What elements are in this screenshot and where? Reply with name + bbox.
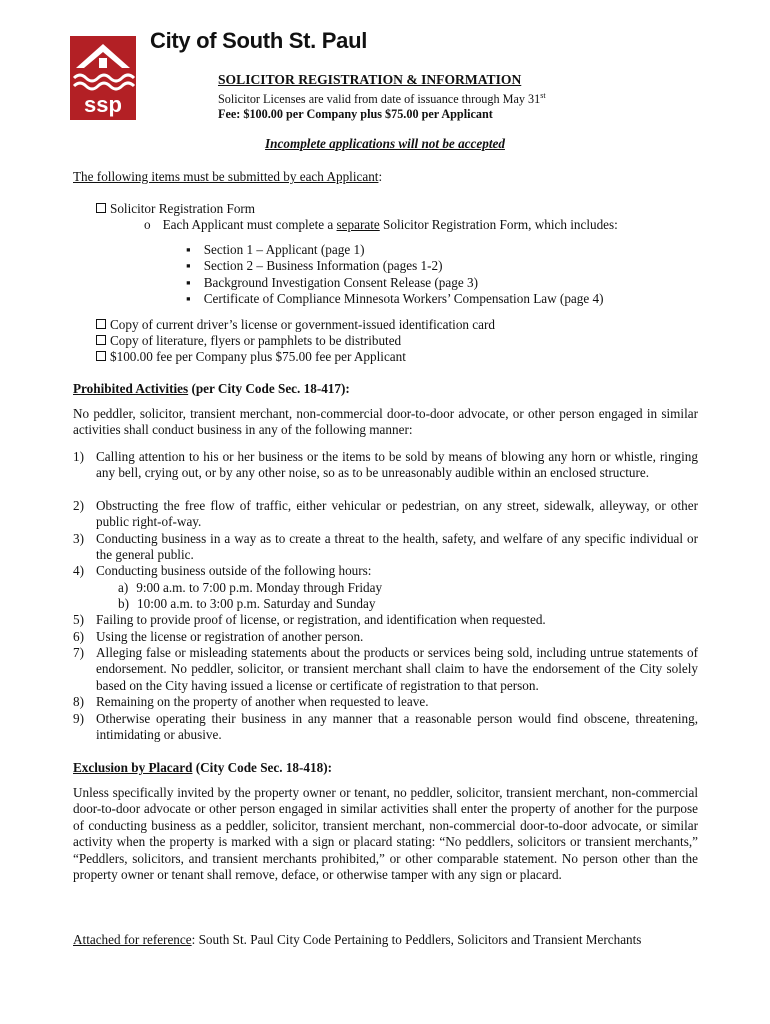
- list-item: Using the license or registration of another person.: [96, 629, 364, 644]
- validity-note: Solicitor Licenses are valid from date of issuance through May 31st: [218, 91, 546, 106]
- list-item: Calling attention to his or her business or the items to be sold by means of blowing any horn or whistle, ringing any bell, crying out, or by any other noise, so as to be unreasonably audible within an enclosed structure.: [96, 449, 698, 481]
- prohibited-intro: No peddler, solicitor, transient merchant, non-commercial door-to-door advocate, or other person engaged in similar activities shall conduct business in any of the following manner:: [73, 406, 698, 438]
- list-item: Conducting business in a way as to create a threat to the health, safety, and welfare of any specific individual or the general public.: [96, 531, 698, 563]
- list-number: 8): [73, 694, 84, 709]
- city-logo: [70, 36, 136, 120]
- fee-note: Fee: $100.00 per Company plus $75.00 per Applicant: [218, 107, 493, 121]
- city-name: City of South St. Paul: [150, 28, 368, 53]
- section-item: ▪ Certificate of Compliance Minnesota Workers’ Compensation Law (page 4): [186, 291, 604, 306]
- list-number: 5): [73, 612, 84, 627]
- section-item: ▪ Section 2 – Business Information (pages 1-2): [186, 258, 443, 273]
- list-item: Otherwise operating their business in any manner that a reasonable person would find obscene, threatening, intimidating or abusive.: [96, 711, 698, 743]
- checkbox-icon: [96, 351, 106, 361]
- list-number: 4): [73, 563, 84, 578]
- checklist-item: Copy of current driver’s license or government-issued identification card: [96, 317, 495, 333]
- checkbox-icon: [96, 319, 106, 329]
- section-item: ▪ Section 1 – Applicant (page 1): [186, 242, 365, 257]
- attached-reference: Attached for reference: South St. Paul City Code Pertaining to Peddlers, Solicitors and Transient Merchants: [73, 932, 642, 947]
- incomplete-warning: Incomplete applications will not be accepted: [265, 136, 505, 151]
- hours-item: a) 9:00 a.m. to 7:00 p.m. Monday through Friday: [118, 580, 383, 595]
- list-number: 2): [73, 498, 84, 513]
- checklist-item: Copy of literature, flyers or pamphlets to be distributed: [96, 333, 401, 349]
- section-item: ▪ Background Investigation Consent Release (page 3): [186, 275, 478, 290]
- exclusion-text: Unless specifically invited by the property owner or tenant, no peddler, solicitor, transient merchant, non-commercial door-to-door advocate or other person engaged in similar activities shall enter the property of another for the purpose of conducting business as a peddler, solicitor, transient merchant, non-commercial door-to-door advocate, or similar activity when the property is marked with a sign or placard stating: “No peddlers, solicitors or transient merchants,” “Peddlers, solicitors, and transient merchants prohibited,” or other comparable statement. No person other than the property owner or tenant shall remove, deface, or otherwise tamper with any sign or placard.: [73, 785, 698, 883]
- hours-item: b) 10:00 a.m. to 3:00 p.m. Saturday and Sunday: [118, 596, 376, 611]
- list-item: Alleging false or misleading statements about the products or services being sold, including untrue statements of endorsement. No peddler, solicitor, or transient merchant shall claim to have the endorsement of the City solely based on the City having issued a license or certificate of registration to that person.: [96, 645, 698, 693]
- items-intro: The following items must be submitted by each Applicant:: [73, 169, 383, 184]
- prohibited-heading: Prohibited Activities (per City Code Sec. 18-417):: [73, 381, 350, 396]
- list-item: Conducting business outside of the following hours:: [96, 563, 372, 578]
- list-number: 6): [73, 629, 84, 644]
- checkbox-icon: [96, 203, 106, 213]
- list-number: 7): [73, 645, 84, 660]
- list-item: Remaining on the property of another when requested to leave.: [96, 694, 429, 709]
- form-title: SOLICITOR REGISTRATION & INFORMATION: [218, 72, 522, 87]
- checklist-item: $100.00 fee per Company plus $75.00 fee per Applicant: [96, 349, 406, 365]
- checkbox-icon: [96, 335, 106, 345]
- checklist-item: Solicitor Registration Form: [96, 201, 255, 217]
- list-item: Failing to provide proof of license, or registration, and identification when requested.: [96, 612, 546, 627]
- list-item: Obstructing the free flow of traffic, either vehicular or pedestrian, on any street, sidewalk, alleyway, or other public right-of-way.: [96, 498, 698, 530]
- list-number: 3): [73, 531, 84, 546]
- sub-item: o Each Applicant must complete a separate Solicitor Registration Form, which includes:: [144, 217, 618, 232]
- list-number: 9): [73, 711, 84, 726]
- logo-text: ssp: [84, 92, 122, 117]
- list-number: 1): [73, 449, 84, 464]
- exclusion-heading: Exclusion by Placard (City Code Sec. 18-418):: [73, 760, 332, 775]
